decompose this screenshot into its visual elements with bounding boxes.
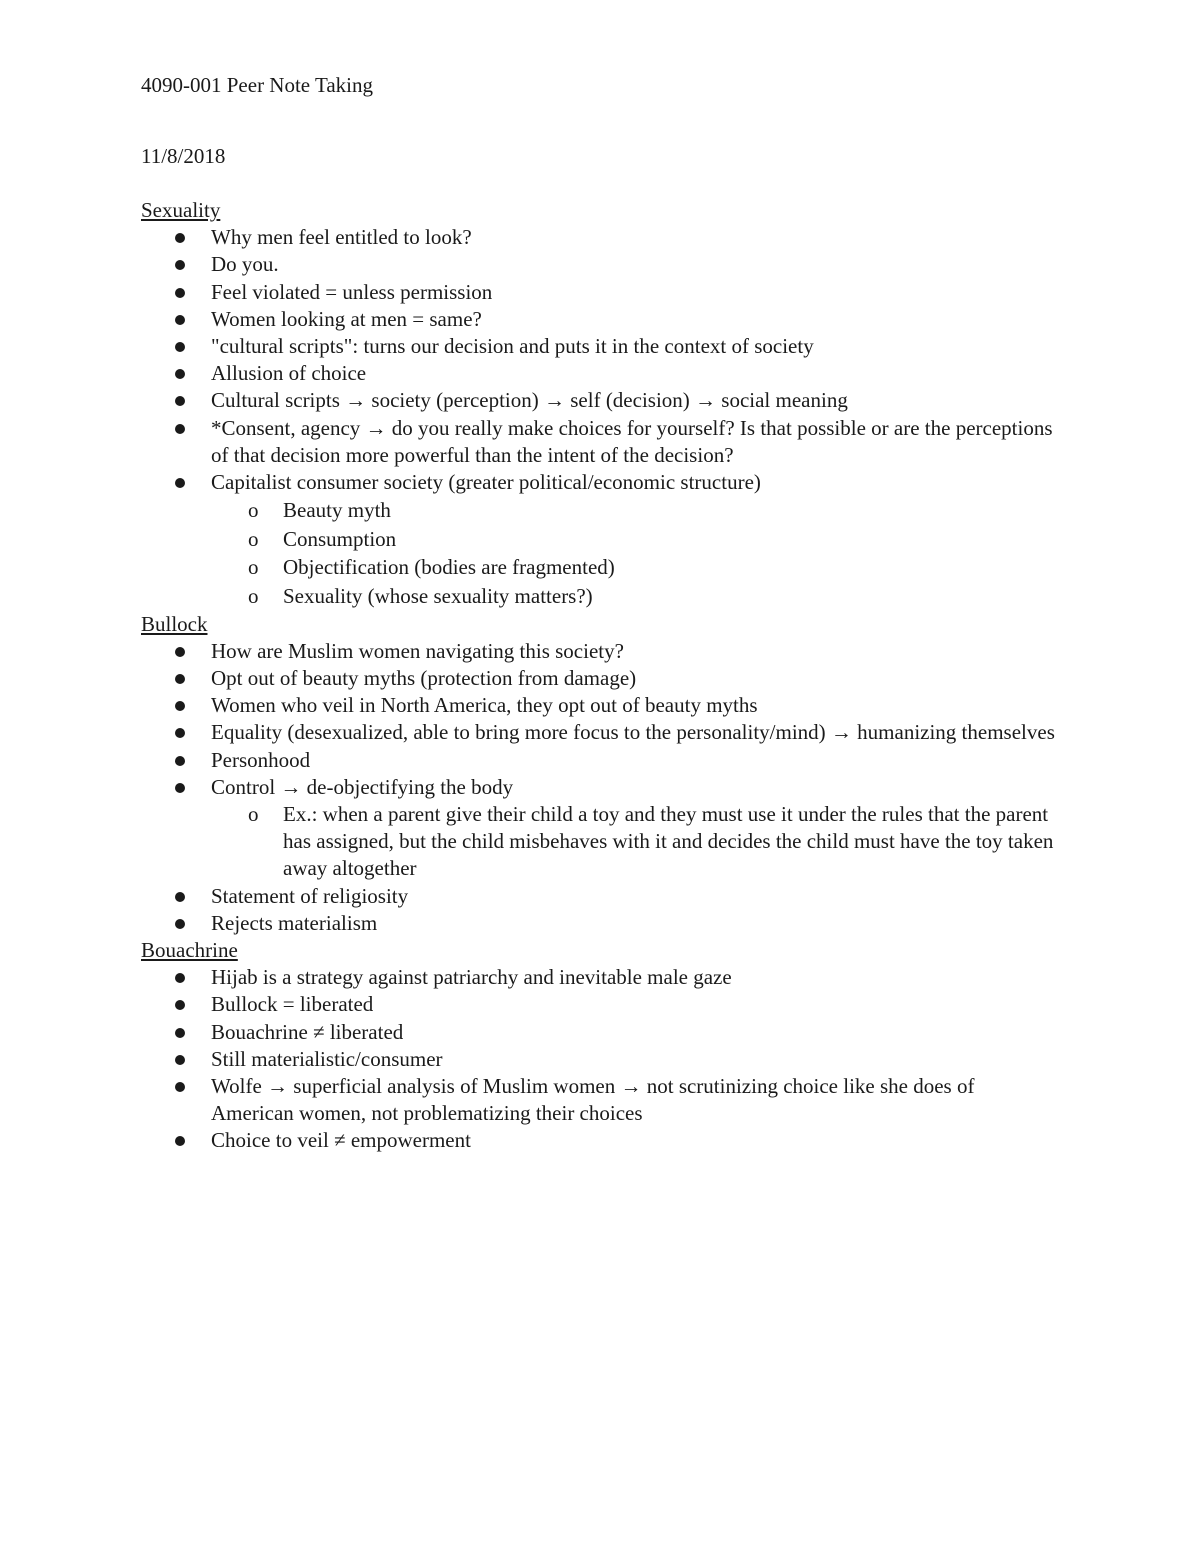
list-item: Bouachrine ≠ liberated [141,1019,1061,1046]
list-item: Wolfe → superficial analysis of Muslim women → not scrutinizing choice like she does of American women, not problematizing their choices [141,1073,1061,1127]
list-item: "cultural scripts": turns our decision and puts it in the context of society [141,333,1061,360]
section-heading-bullock: Bullock [141,611,208,636]
sub-list-item: o Sexuality (whose sexuality matters?) [212,582,1061,611]
list-item: Cultural scripts → society (perception) → self (decision) → social meaning [141,387,1061,414]
list-item-capitalist [141,469,1061,496]
bullock-list [141,638,1061,801]
list-item: Women who veil in North America, they opt out of beauty myths [141,692,1061,719]
sub-list-item: o Beauty myth [212,496,1061,525]
list-item: Statement of religiosity [141,883,1061,910]
list-item: Women looking at men = same? [141,306,1061,333]
sub-list-item: o Consumption [212,525,1061,554]
list-item: Still materialistic/consumer [141,1046,1061,1073]
section-heading-bouachrine: Bouachrine [141,938,238,963]
list-item: Rejects materialism [141,910,1061,937]
list-item: Why men feel entitled to look? [141,224,1061,251]
list-item-text: Control → de-objectifying the body [211,774,514,799]
list-item: Bullock = liberated [141,991,1061,1018]
list-item: Allusion of choice [141,360,1061,387]
document-date: 11/8/2018 [141,144,226,168]
sexuality-list [141,224,1061,496]
list-item: Equality (desexualized, able to bring more focus to the personality/mind) → humanizing themselves [141,719,1061,746]
notes-body [141,197,1061,1155]
list-item-text: Capitalist consumer society (greater political/economic structure) [211,470,761,495]
bullock-list-continued [141,883,1061,937]
list-item: *Consent, agency → do you really make choices for yourself? Is that possible or are the perceptions of that decision more powerful than the intent of the decision? [141,415,1061,469]
capitalist-sublist [212,496,1061,610]
section-heading-sexuality: Sexuality [141,198,221,222]
bouachrine-list [141,964,1061,1154]
list-item: How are Muslim women navigating this society? [141,638,1061,665]
list-item: Personhood [141,747,1061,774]
list-item: Choice to veil ≠ empowerment [141,1127,1061,1154]
document-title: 4090-001 Peer Note Taking [141,73,374,97]
list-item: Hijab is a strategy against patriarchy and inevitable male gaze [141,964,1061,991]
control-sublist [212,801,1061,883]
list-item: Feel violated = unless permission [141,279,1061,306]
list-item-control [141,774,1061,801]
list-item: Do you. [141,251,1061,278]
list-item: Opt out of beauty myths (protection from damage) [141,665,1061,692]
sub-list-item: o Objectification (bodies are fragmented) [212,553,1061,582]
sub-list-item: o Ex.: when a parent give their child a toy and they must use it under the rules that the parent has assigned, but the child misbehaves with it and decides the child must have the toy taken away altogether [212,801,1061,883]
